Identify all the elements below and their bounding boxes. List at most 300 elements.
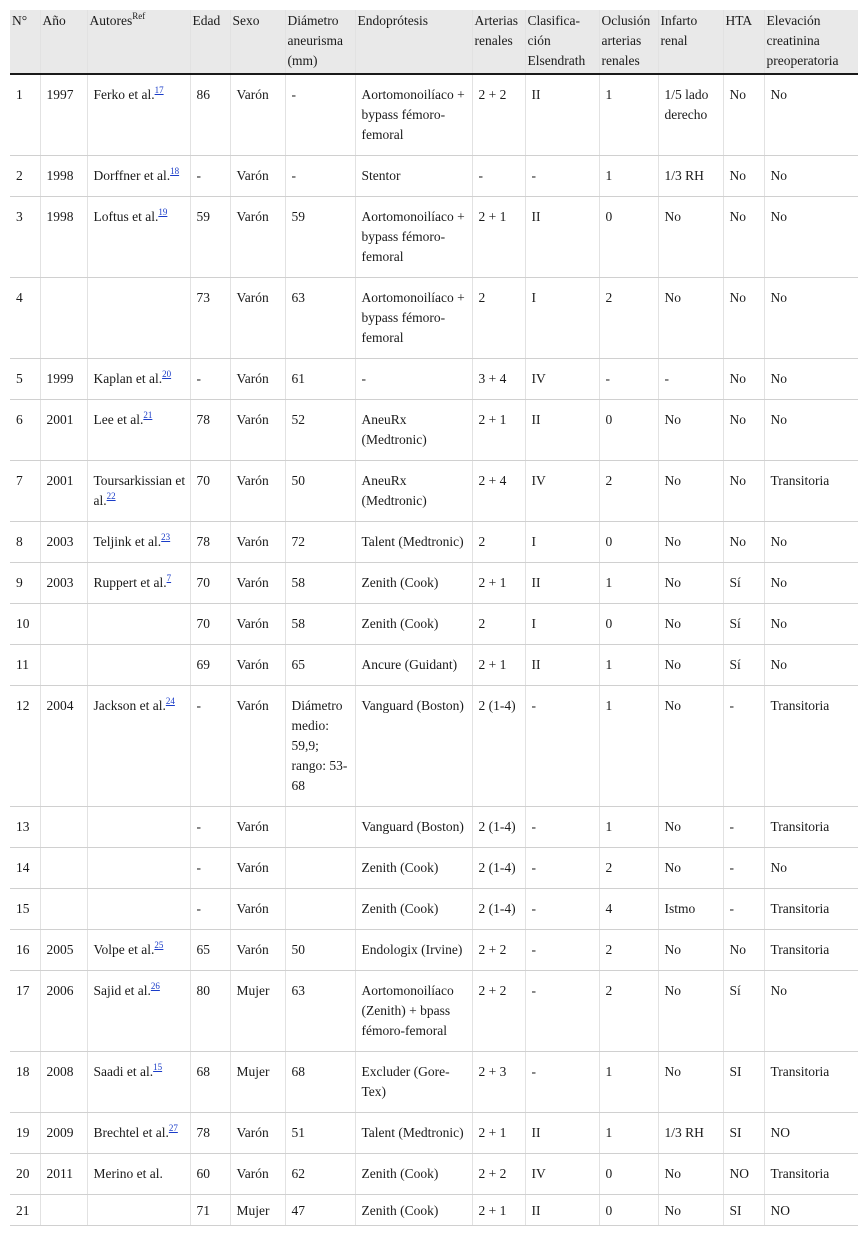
header-row xyxy=(10,10,858,74)
cell-anio: 2011 xyxy=(40,1154,87,1195)
cell-arterias: 3 + 4 xyxy=(472,359,525,400)
cell-n: 20 xyxy=(10,1154,40,1195)
cell-arterias: 2 + 1 xyxy=(472,1113,525,1154)
cell-edad: - xyxy=(190,889,230,930)
author-name: Sajid et al. xyxy=(93,983,151,998)
header-infarto: Infarto renal xyxy=(658,10,723,74)
cell-sexo: Varón xyxy=(230,197,285,278)
cell-n: 11 xyxy=(10,645,40,686)
cell-diametro: 63 xyxy=(285,971,355,1052)
table-row xyxy=(10,807,858,848)
cell-autores xyxy=(87,1195,190,1226)
cell-oclusion: 2 xyxy=(599,930,658,971)
cell-diametro: 61 xyxy=(285,359,355,400)
table-row xyxy=(10,1195,858,1226)
cell-n: 16 xyxy=(10,930,40,971)
cell-diametro: 59 xyxy=(285,197,355,278)
cell-edad: - xyxy=(190,156,230,197)
header-elevacion: Elevación creatinina preoperatoria xyxy=(764,10,858,74)
cell-endoprotesis: Zenith (Cook) xyxy=(355,604,472,645)
cell-anio xyxy=(40,604,87,645)
header-autores: Autores$^{Ref}$ xyxy=(87,10,190,74)
cell-anio: 1998 xyxy=(40,156,87,197)
cell-anio xyxy=(40,848,87,889)
table-row xyxy=(10,74,858,156)
header-anio: Año xyxy=(40,10,87,74)
cell-edad: 86 xyxy=(190,74,230,156)
header-clasificacion: Clasifica-ción Elsendrath xyxy=(525,10,599,74)
cell-endoprotesis: AneuRx (Medtronic) xyxy=(355,461,472,522)
cell-clasificacion: IV xyxy=(525,461,599,522)
cell-clasificacion: II xyxy=(525,74,599,156)
cell-infarto: 1/3 RH xyxy=(658,1113,723,1154)
cell-edad: - xyxy=(190,807,230,848)
cell-oclusion: 0 xyxy=(599,1154,658,1195)
table-row xyxy=(10,1052,858,1113)
cell-hta: No xyxy=(723,278,764,359)
cell-infarto: No xyxy=(658,848,723,889)
reference-link[interactable]: 24 xyxy=(165,696,175,706)
cell-diametro: 50 xyxy=(285,930,355,971)
cell-edad: 78 xyxy=(190,1113,230,1154)
cell-diametro: - xyxy=(285,74,355,156)
cell-sexo: Varón xyxy=(230,930,285,971)
cell-anio: 2001 xyxy=(40,400,87,461)
table-row xyxy=(10,359,858,400)
cell-arterias: 2 + 2 xyxy=(472,74,525,156)
cell-n: 12 xyxy=(10,686,40,807)
cell-n: 9 xyxy=(10,563,40,604)
cell-hta: No xyxy=(723,156,764,197)
cell-autores xyxy=(87,400,190,461)
cell-diametro: 50 xyxy=(285,461,355,522)
author-name: Saadi et al. xyxy=(93,1064,154,1079)
cell-edad: 60 xyxy=(190,1154,230,1195)
cell-n: 21 xyxy=(10,1195,40,1226)
cell-elevacion: No xyxy=(764,400,858,461)
cell-elevacion: No xyxy=(764,522,858,563)
cell-oclusion: 1 xyxy=(599,156,658,197)
reference-link[interactable]: 25 xyxy=(154,940,164,950)
cell-sexo: Varón xyxy=(230,74,285,156)
reference-link[interactable]: 20 xyxy=(162,369,172,379)
cell-n: 4 xyxy=(10,278,40,359)
cell-oclusion: 4 xyxy=(599,889,658,930)
cell-anio: 2005 xyxy=(40,930,87,971)
reference-link[interactable]: 7 xyxy=(166,573,172,583)
cell-hta: SI xyxy=(723,1113,764,1154)
reference-link[interactable]: 15 xyxy=(153,1062,163,1072)
cell-oclusion: - xyxy=(599,359,658,400)
cell-edad: 68 xyxy=(190,1052,230,1113)
cell-edad: 59 xyxy=(190,197,230,278)
header-arterias: Arterias renales xyxy=(472,10,525,74)
cell-n: 10 xyxy=(10,604,40,645)
cell-edad: 70 xyxy=(190,563,230,604)
cell-oclusion: 1 xyxy=(599,1113,658,1154)
cell-arterias: 2 + 1 xyxy=(472,645,525,686)
cell-diametro: - xyxy=(285,156,355,197)
cell-clasificacion: I xyxy=(525,278,599,359)
cell-anio xyxy=(40,1195,87,1226)
cell-autores xyxy=(87,197,190,278)
cell-sexo: Varón xyxy=(230,686,285,807)
cell-infarto: No xyxy=(658,1154,723,1195)
cell-arterias: 2 + 1 xyxy=(472,197,525,278)
cell-clasificacion: - xyxy=(525,1052,599,1113)
cell-infarto: 1/5 lado derecho xyxy=(658,74,723,156)
cell-autores xyxy=(87,930,190,971)
cell-diametro: 65 xyxy=(285,645,355,686)
author-name: Teljink et al. xyxy=(93,534,162,549)
table-row xyxy=(10,930,858,971)
author-name: Jackson et al. xyxy=(93,698,166,713)
cell-edad: 70 xyxy=(190,604,230,645)
cell-autores xyxy=(87,971,190,1052)
cell-diametro: 51 xyxy=(285,1113,355,1154)
cell-autores xyxy=(87,807,190,848)
cell-infarto: No xyxy=(658,461,723,522)
reference-link[interactable]: 19 xyxy=(158,207,168,217)
cell-infarto: - xyxy=(658,359,723,400)
cell-sexo: Varón xyxy=(230,1113,285,1154)
table-row xyxy=(10,645,858,686)
cell-elevacion: No xyxy=(764,278,858,359)
table-row xyxy=(10,971,858,1052)
cell-diametro xyxy=(285,848,355,889)
cell-oclusion: 0 xyxy=(599,197,658,278)
cell-elevacion: Transitoria xyxy=(764,807,858,848)
cell-clasificacion: II xyxy=(525,563,599,604)
cell-anio: 1997 xyxy=(40,74,87,156)
cell-infarto: No xyxy=(658,686,723,807)
cell-clasificacion: I xyxy=(525,522,599,563)
cell-elevacion: No xyxy=(764,563,858,604)
cell-clasificacion: - xyxy=(525,971,599,1052)
data-table xyxy=(10,10,858,1226)
cell-arterias: - xyxy=(472,156,525,197)
cell-elevacion: NO xyxy=(764,1113,858,1154)
cell-hta: - xyxy=(723,889,764,930)
cell-autores xyxy=(87,74,190,156)
cell-elevacion: No xyxy=(764,197,858,278)
cell-anio: 2001 xyxy=(40,461,87,522)
reference-link[interactable]: 22 xyxy=(106,491,116,501)
cell-endoprotesis: Zenith (Cook) xyxy=(355,848,472,889)
cell-arterias: 2 xyxy=(472,522,525,563)
cell-n: 8 xyxy=(10,522,40,563)
table-row xyxy=(10,461,858,522)
reference-link[interactable]: 27 xyxy=(168,1123,178,1133)
cell-edad: 69 xyxy=(190,645,230,686)
cell-arterias: 2 (1-4) xyxy=(472,848,525,889)
cell-hta: Sí xyxy=(723,563,764,604)
cell-hta: - xyxy=(723,848,764,889)
cell-endoprotesis: Talent (Medtronic) xyxy=(355,522,472,563)
cell-infarto: No xyxy=(658,604,723,645)
cell-endoprotesis: Aortomonoilíaco (Zenith) + bpass fémoro-femoral xyxy=(355,971,472,1052)
cell-sexo: Varón xyxy=(230,461,285,522)
cell-clasificacion: - xyxy=(525,686,599,807)
cell-arterias: 2 + 1 xyxy=(472,563,525,604)
cell-anio: 2008 xyxy=(40,1052,87,1113)
cell-endoprotesis: Stentor xyxy=(355,156,472,197)
cell-oclusion: 1 xyxy=(599,74,658,156)
cell-anio xyxy=(40,807,87,848)
cell-n: 17 xyxy=(10,971,40,1052)
cell-infarto: No xyxy=(658,645,723,686)
cell-autores xyxy=(87,563,190,604)
cell-elevacion: No xyxy=(764,645,858,686)
cell-arterias: 2 (1-4) xyxy=(472,889,525,930)
cell-elevacion: Transitoria xyxy=(764,889,858,930)
cell-infarto: No xyxy=(658,1052,723,1113)
cell-infarto: No xyxy=(658,522,723,563)
cell-clasificacion: - xyxy=(525,930,599,971)
cell-infarto: No xyxy=(658,400,723,461)
author-name: Merino et al. xyxy=(93,1166,163,1181)
cell-oclusion: 0 xyxy=(599,400,658,461)
cell-oclusion: 1 xyxy=(599,807,658,848)
table-row xyxy=(10,563,858,604)
cell-oclusion: 2 xyxy=(599,278,658,359)
cell-endoprotesis: Zenith (Cook) xyxy=(355,1195,472,1226)
author-name: Brechtel et al. xyxy=(93,1125,169,1140)
cell-elevacion: NO xyxy=(764,1195,858,1226)
cell-autores xyxy=(87,604,190,645)
cell-clasificacion: - xyxy=(525,848,599,889)
cell-sexo: Varón xyxy=(230,156,285,197)
cell-endoprotesis: Talent (Medtronic) xyxy=(355,1113,472,1154)
cell-endoprotesis: AneuRx (Medtronic) xyxy=(355,400,472,461)
cell-endoprotesis: Zenith (Cook) xyxy=(355,1154,472,1195)
cell-edad: 78 xyxy=(190,400,230,461)
cell-arterias: 2 (1-4) xyxy=(472,686,525,807)
author-name: Ruppert et al. xyxy=(93,575,167,590)
cell-sexo: Varón xyxy=(230,604,285,645)
header-hta: HTA xyxy=(723,10,764,74)
reference-link[interactable]: 26 xyxy=(150,981,160,991)
cell-hta: No xyxy=(723,522,764,563)
cell-oclusion: 1 xyxy=(599,645,658,686)
reference-link[interactable]: 21 xyxy=(143,410,153,420)
cell-diametro: 52 xyxy=(285,400,355,461)
cell-diametro: 63 xyxy=(285,278,355,359)
author-name: Volpe et al. xyxy=(93,942,155,957)
cell-n: 3 xyxy=(10,197,40,278)
cell-edad: 65 xyxy=(190,930,230,971)
author-name: Kaplan et al. xyxy=(93,371,163,386)
cell-diametro: 58 xyxy=(285,563,355,604)
cell-sexo: Varón xyxy=(230,807,285,848)
cell-oclusion: 2 xyxy=(599,848,658,889)
cell-edad: 70 xyxy=(190,461,230,522)
reference-link[interactable]: 23 xyxy=(161,532,171,542)
cell-anio xyxy=(40,645,87,686)
cell-sexo: Mujer xyxy=(230,1195,285,1226)
cell-endoprotesis: Vanguard (Boston) xyxy=(355,807,472,848)
cell-oclusion: 0 xyxy=(599,522,658,563)
cell-anio: 1998 xyxy=(40,197,87,278)
cell-infarto: No xyxy=(658,971,723,1052)
cell-endoprotesis: - xyxy=(355,359,472,400)
cell-anio xyxy=(40,278,87,359)
cell-arterias: 2 + 2 xyxy=(472,1154,525,1195)
cell-autores xyxy=(87,278,190,359)
cell-autores xyxy=(87,848,190,889)
cell-oclusion: 1 xyxy=(599,686,658,807)
cell-hta: SI xyxy=(723,1195,764,1226)
cell-diametro: 47 xyxy=(285,1195,355,1226)
cell-oclusion: 1 xyxy=(599,563,658,604)
cell-hta: NO xyxy=(723,1154,764,1195)
cell-sexo: Varón xyxy=(230,1154,285,1195)
cell-oclusion: 2 xyxy=(599,461,658,522)
table-row xyxy=(10,889,858,930)
cell-infarto: No xyxy=(658,278,723,359)
cell-diametro: 68 xyxy=(285,1052,355,1113)
cell-sexo: Mujer xyxy=(230,1052,285,1113)
cell-edad: 80 xyxy=(190,971,230,1052)
author-name: Dorffner et al. xyxy=(93,168,171,183)
cell-endoprotesis: Zenith (Cook) xyxy=(355,889,472,930)
cell-endoprotesis: Endologix (Irvine) xyxy=(355,930,472,971)
header-n: N° xyxy=(10,10,40,74)
cell-infarto: No xyxy=(658,563,723,604)
cell-diametro: 72 xyxy=(285,522,355,563)
cell-arterias: 2 + 2 xyxy=(472,971,525,1052)
cell-elevacion: Transitoria xyxy=(764,686,858,807)
cell-autores xyxy=(87,1154,190,1195)
table-row xyxy=(10,197,858,278)
cell-endoprotesis: Aortomonoilíaco + bypass fémoro-femoral xyxy=(355,74,472,156)
cell-hta: - xyxy=(723,807,764,848)
cell-infarto: 1/3 RH xyxy=(658,156,723,197)
cell-infarto: Istmo xyxy=(658,889,723,930)
cell-hta: No xyxy=(723,930,764,971)
cell-n: 2 xyxy=(10,156,40,197)
reference-link[interactable]: 18 xyxy=(170,166,180,176)
cell-hta: No xyxy=(723,359,764,400)
cell-n: 15 xyxy=(10,889,40,930)
header-edad: Edad xyxy=(190,10,230,74)
cell-clasificacion: - xyxy=(525,889,599,930)
cell-hta: No xyxy=(723,461,764,522)
cell-elevacion: No xyxy=(764,359,858,400)
cell-endoprotesis: Ancure (Guidant) xyxy=(355,645,472,686)
cell-diametro xyxy=(285,889,355,930)
cell-clasificacion: IV xyxy=(525,359,599,400)
cell-elevacion: No xyxy=(764,74,858,156)
cell-elevacion: No xyxy=(764,971,858,1052)
cell-endoprotesis: Zenith (Cook) xyxy=(355,563,472,604)
cell-diametro: Diámetro medio: 59,9; rango: 53-68 xyxy=(285,686,355,807)
cell-sexo: Varón xyxy=(230,563,285,604)
cell-elevacion: No xyxy=(764,848,858,889)
cell-oclusion: 0 xyxy=(599,1195,658,1226)
cell-sexo: Varón xyxy=(230,889,285,930)
cell-autores xyxy=(87,461,190,522)
cell-autores xyxy=(87,522,190,563)
table-row xyxy=(10,848,858,889)
cell-clasificacion: II xyxy=(525,1113,599,1154)
cell-endoprotesis: Aortomonoilíaco + bypass fémoro-femoral xyxy=(355,197,472,278)
table-row xyxy=(10,522,858,563)
cell-oclusion: 0 xyxy=(599,604,658,645)
cell-n: 6 xyxy=(10,400,40,461)
cell-arterias: 2 + 2 xyxy=(472,930,525,971)
table-row xyxy=(10,156,858,197)
cell-anio: 2003 xyxy=(40,522,87,563)
cell-diametro: 58 xyxy=(285,604,355,645)
table-row xyxy=(10,1113,858,1154)
cell-arterias: 2 (1-4) xyxy=(472,807,525,848)
cell-hta: Sí xyxy=(723,604,764,645)
cell-anio: 2004 xyxy=(40,686,87,807)
cell-elevacion: Transitoria xyxy=(764,930,858,971)
cell-arterias: 2 xyxy=(472,604,525,645)
reference-link[interactable]: 17 xyxy=(154,85,164,95)
cell-clasificacion: II xyxy=(525,400,599,461)
author-name: Lee et al. xyxy=(93,412,144,427)
author-name: Ferko et al. xyxy=(93,87,155,102)
cell-anio xyxy=(40,889,87,930)
author-name: Loftus et al. xyxy=(93,209,159,224)
cell-n: 13 xyxy=(10,807,40,848)
cell-hta: No xyxy=(723,74,764,156)
cell-n: 5 xyxy=(10,359,40,400)
cell-edad: 78 xyxy=(190,522,230,563)
cell-hta: Sí xyxy=(723,645,764,686)
cell-arterias: 2 + 3 xyxy=(472,1052,525,1113)
cell-sexo: Varón xyxy=(230,522,285,563)
cell-autores xyxy=(87,686,190,807)
cell-hta: - xyxy=(723,686,764,807)
author-name: Toursarkissian et al. xyxy=(93,473,186,508)
cell-infarto: No xyxy=(658,197,723,278)
cell-elevacion: Transitoria xyxy=(764,1052,858,1113)
cell-n: 19 xyxy=(10,1113,40,1154)
cell-oclusion: 2 xyxy=(599,971,658,1052)
table-row xyxy=(10,604,858,645)
cell-hta: No xyxy=(723,400,764,461)
cell-autores xyxy=(87,889,190,930)
cell-hta: No xyxy=(723,197,764,278)
cell-anio: 1999 xyxy=(40,359,87,400)
header-endoprotesis: Endoprótesis xyxy=(355,10,472,74)
cell-anio: 2003 xyxy=(40,563,87,604)
cell-autores xyxy=(87,156,190,197)
cell-elevacion: No xyxy=(764,156,858,197)
cell-n: 14 xyxy=(10,848,40,889)
cell-arterias: 2 + 4 xyxy=(472,461,525,522)
cell-arterias: 2 + 1 xyxy=(472,400,525,461)
cell-infarto: No xyxy=(658,1195,723,1226)
cell-oclusion: 1 xyxy=(599,1052,658,1113)
cell-endoprotesis: Aortomonoilíaco + bypass fémoro-femoral xyxy=(355,278,472,359)
cell-autores xyxy=(87,645,190,686)
cell-edad: 73 xyxy=(190,278,230,359)
cell-endoprotesis: Vanguard (Boston) xyxy=(355,686,472,807)
cell-edad: 71 xyxy=(190,1195,230,1226)
cell-elevacion: Transitoria xyxy=(764,461,858,522)
cell-anio: 2006 xyxy=(40,971,87,1052)
cell-sexo: Varón xyxy=(230,278,285,359)
table-body xyxy=(10,74,858,1226)
cell-anio: 2009 xyxy=(40,1113,87,1154)
table-row xyxy=(10,686,858,807)
cell-edad: - xyxy=(190,848,230,889)
